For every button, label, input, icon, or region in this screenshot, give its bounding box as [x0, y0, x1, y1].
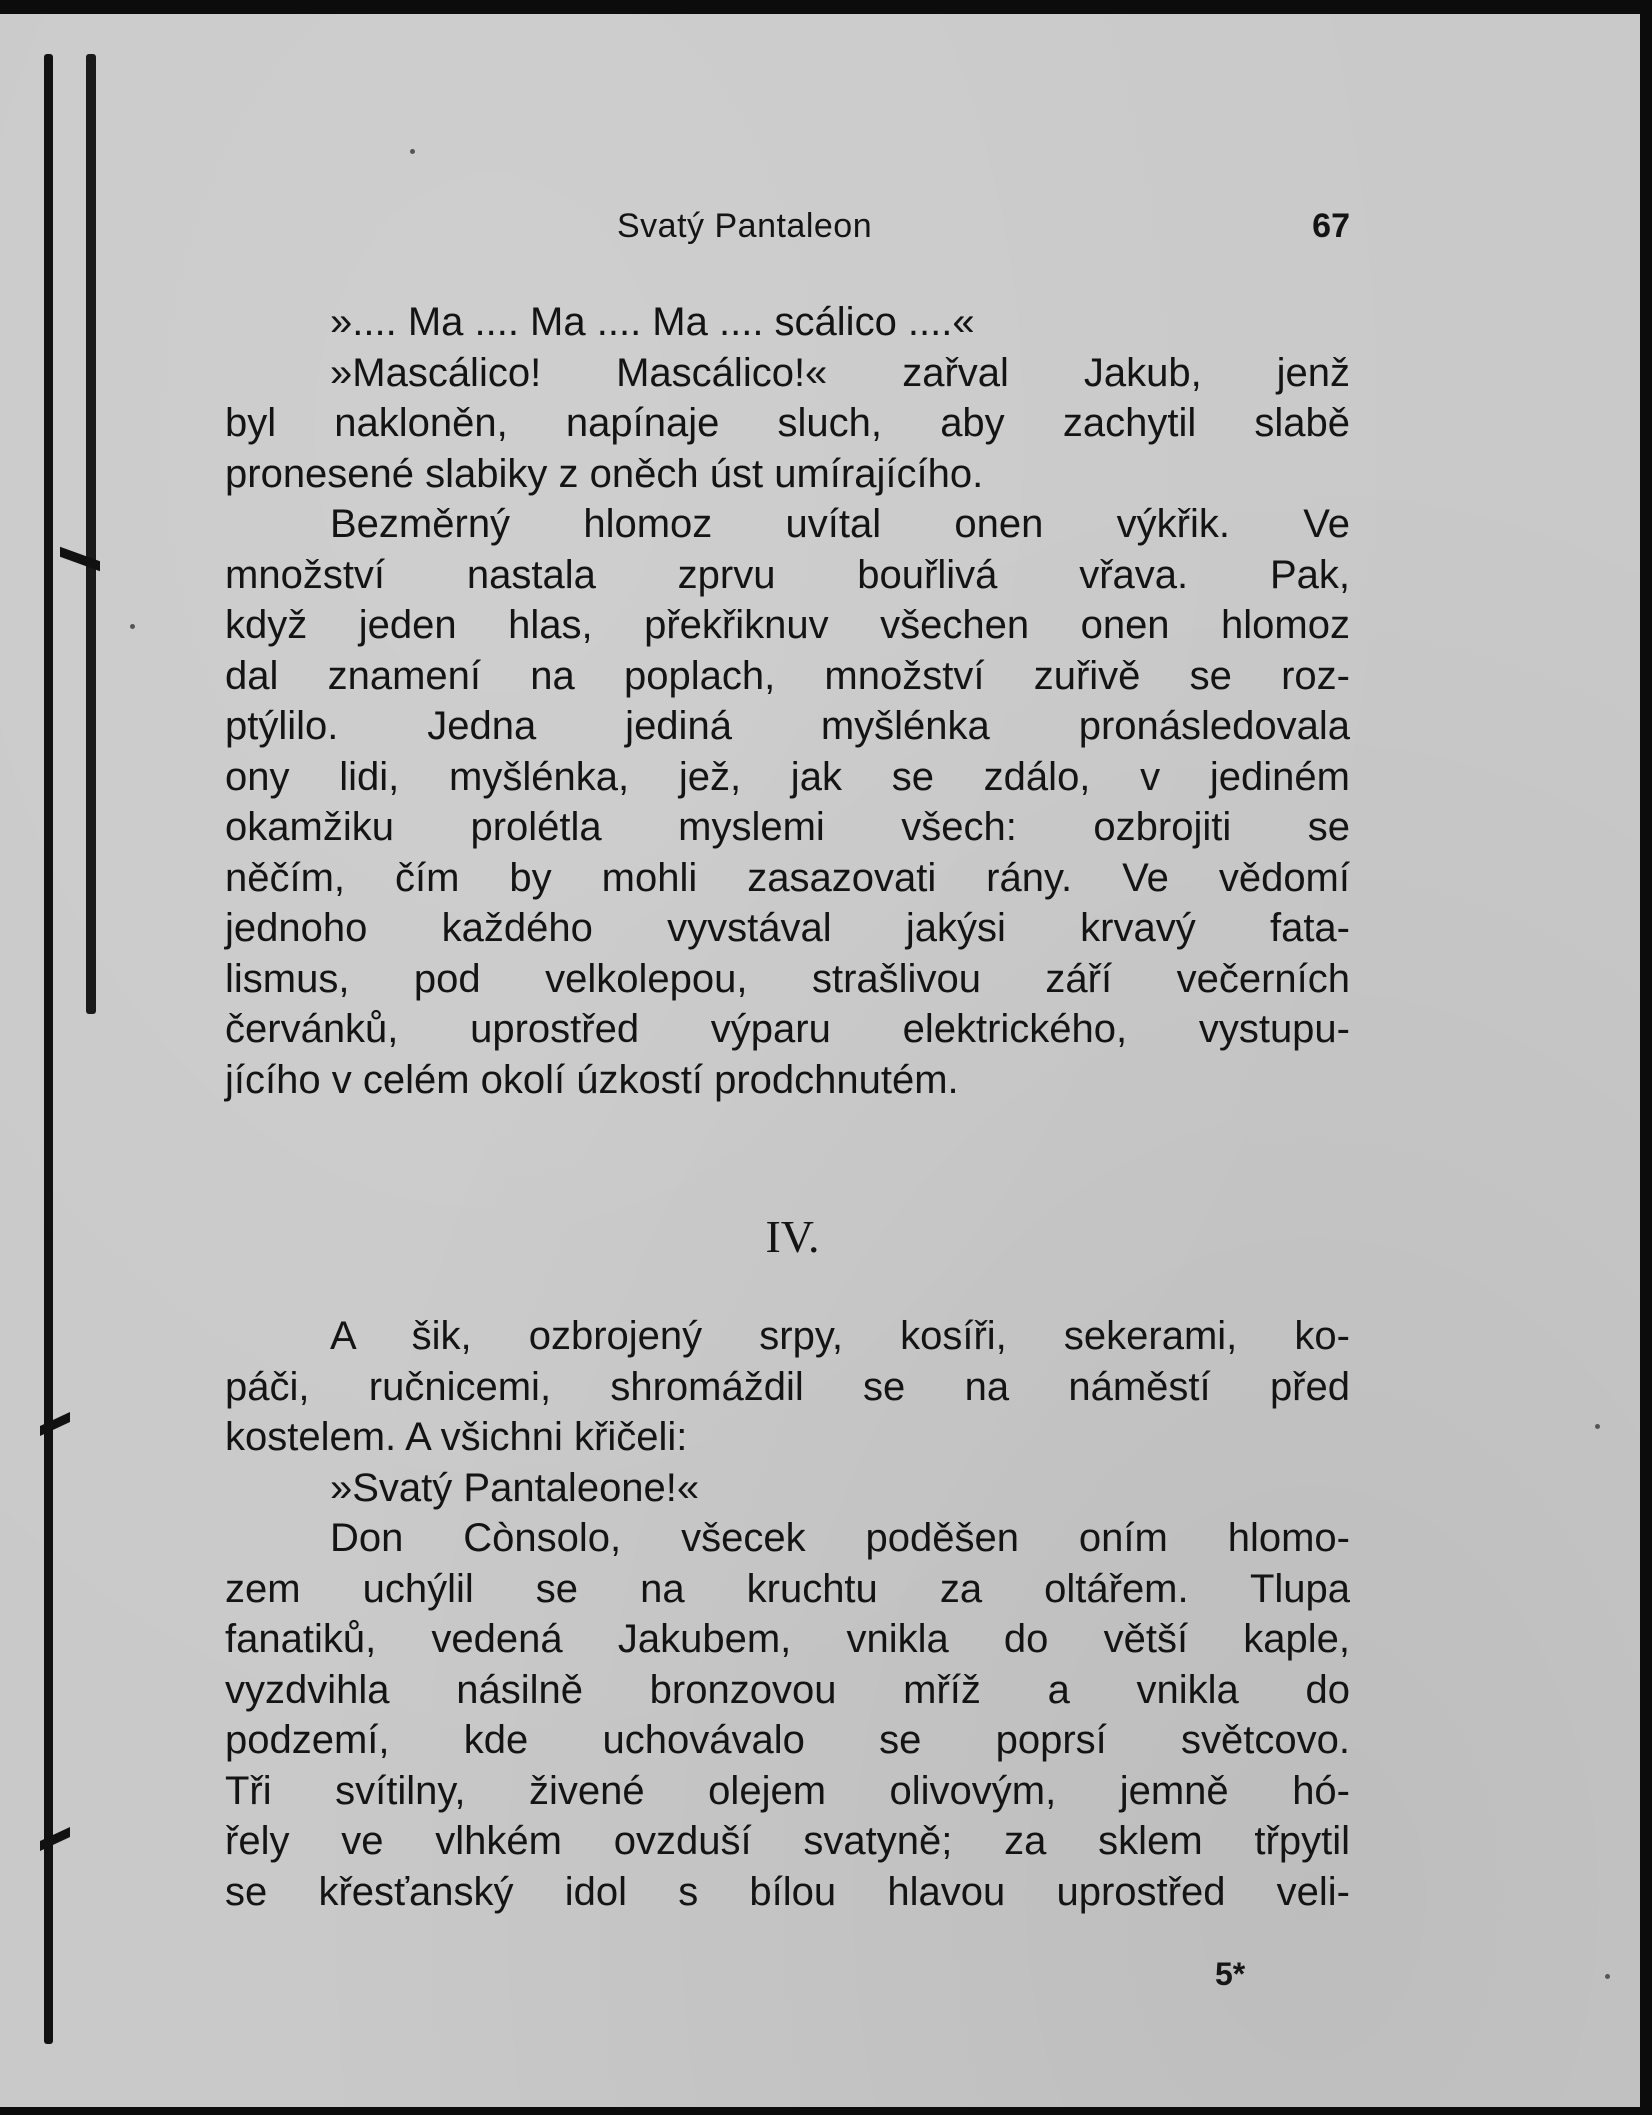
text-line: »Svatý Pantaleone!« [330, 1465, 700, 1510]
text-line: kostelem. A všichni křičeli: [225, 1415, 688, 1459]
text-line: dal znamení na poplach, množství zuřivě se roz- [225, 653, 1350, 698]
binding-edge-shadow-upper [86, 54, 96, 1014]
text-line: podzemí, kde uchovávalo se poprsí světcovo. [225, 1718, 1350, 1762]
text-line: Tři svítilny, živené olejem olivovým, jemně hó- [225, 1768, 1350, 1813]
paper-speck [1595, 1424, 1600, 1429]
page-content [225, 199, 1350, 1917]
text-line: ony lidi, myšlénka, jež, jak se zdálo, v jediném [225, 754, 1350, 799]
text-section-b [225, 1311, 1350, 1917]
signature-mark: 5* [1215, 1956, 1246, 1992]
running-head [225, 199, 1350, 259]
chapter-heading: IV. [765, 1211, 820, 1262]
text-line: se křesťanský idol s bílou hlavou uprostřed veli- [225, 1869, 1350, 1914]
text-line: ptýlilo. Jedna jediná myšlénka pronásledovala [225, 704, 1350, 748]
text-line: ».... Ma .... Ma .... Ma .... scálico ....« [330, 300, 975, 344]
text-line: páči, ručnicemi, shromáždil se na náměstí před [225, 1364, 1350, 1409]
text-line: vyzdvihla násilně bronzovou mříž a vnikla do [225, 1667, 1350, 1712]
text-line: zem uchýlil se na kruchtu za oltářem. Tlupa [225, 1566, 1350, 1611]
text-line: byl nakloněn, napínaje sluch, aby zachytil slabě [225, 401, 1350, 445]
text-line: »Mascálico! Mascálico!« zařval Jakub, jenž [330, 350, 1350, 395]
text-line: jícího v celém okolí úzkostí prodchnutém. [225, 1057, 959, 1102]
text-line: něčím, čím by mohli zasazovati rány. Ve vědomí [225, 855, 1350, 900]
text-line: lismus, pod velkolepou, strašlivou září večerních [225, 956, 1350, 1001]
running-title: Svatý Pantaleon [617, 207, 873, 245]
paper-speck [1605, 1974, 1610, 1979]
text-line: červánků, uprostřed výparu elektrického, vystupu- [225, 1007, 1350, 1051]
text-line: okamžiku prolétla myslemi všech: ozbrojiti se [225, 805, 1350, 849]
text-line: řely ve vlhkém ovzduší svatyně; za sklem třpytil [225, 1819, 1350, 1863]
paper-speck [410, 149, 415, 154]
book-page [0, 14, 1640, 2107]
text-line: A šik, ozbrojený srpy, kosíři, sekerami, ko- [330, 1314, 1350, 1358]
page-number: 67 [1312, 207, 1350, 245]
text-line: Don Cònsolo, všecek poděšen oním hlomo- [330, 1516, 1350, 1560]
text-line: když jeden hlas, překřiknuv všechen onen hlomoz [225, 603, 1350, 647]
text-line: jednoho každého vyvstával jakýsi krvavý fata- [225, 906, 1350, 950]
text-section-a [225, 297, 1350, 1105]
text-line: množství nastala zprvu bouřlivá vřava. Pak, [225, 552, 1350, 597]
text-line: fanatiků, vedená Jakubem, vnikla do větší kaple, [225, 1617, 1350, 1661]
text-line: pronesené slabiky z oněch úst umírajícího. [225, 451, 984, 496]
paper-speck [130, 624, 135, 629]
text-line: Bezměrný hlomoz uvítal onen výkřik. Ve [330, 502, 1350, 546]
binding-edge-shadow [44, 54, 53, 2044]
